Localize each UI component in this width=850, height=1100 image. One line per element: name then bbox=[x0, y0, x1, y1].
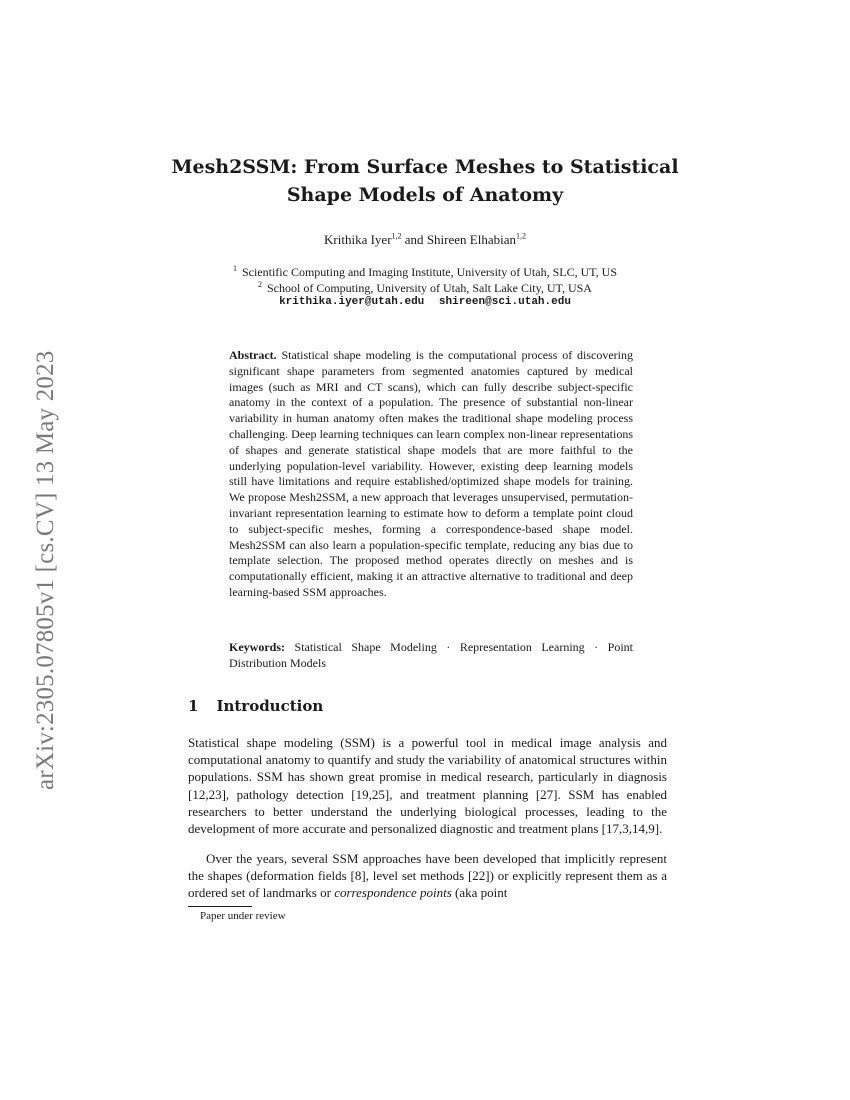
abstract-label: Abstract. bbox=[229, 348, 277, 362]
paragraph-text: (aka point bbox=[451, 885, 508, 901]
author-affiliation-mark: 1,2 bbox=[391, 231, 402, 241]
footnote-rule bbox=[188, 906, 252, 907]
author-list bbox=[150, 232, 700, 248]
keywords bbox=[229, 640, 633, 672]
author-affiliation-mark: 1,2 bbox=[515, 231, 526, 241]
paper-title bbox=[150, 153, 700, 209]
affiliation-text: Scientific Computing and Imaging Institute, University of Utah, SLC, UT, US bbox=[241, 265, 618, 279]
body-paragraph bbox=[188, 850, 667, 902]
author-name: Shireen Elhabian bbox=[426, 232, 516, 247]
keywords-label: Keywords: bbox=[229, 640, 285, 654]
abstract bbox=[229, 348, 633, 601]
arxiv-identifier: arXiv:2305.07805v1 [cs.CV] 13 May 2023 bbox=[32, 350, 59, 790]
body-paragraph: Statistical shape modeling (SSM) is a powerful tool in medical image analysis and computational anatomy to quantify and study the variability of anatomical structures within populations. SSM has shown great promise in medical research, particularly in diagnosis [12,23], pathology detection [19,25], and treatment planning [27]. SSM has enabled researchers to better understand the underlying biological processes, leading to the development of more accurate and personalized diagnostic and treatment plans [17,3,14,9]. bbox=[188, 735, 667, 837]
abstract-text: Statistical shape modeling is the computational process of discovering significant shape parameters from segmented anatomies captured by medical images (such as MRI and CT scans), which can fully describe subject-specific anatomy in the context of a population. The presence of substantial non-linear variability in human anatomy often makes the traditional shape modeling process challenging. Deep learning techniques can learn complex non-linear representations of shapes and generate statistical shape models that are more faithful to the underlying population-level variability. However, existing deep learning models still have limitations and require established/optimized shape models for training. We propose Mesh2SSM, a new approach that leverages unsupervised, permutation-invariant representation learning to estimate how to deform a template point cloud to subject-specific meshes, forming a correspondence-based shape model. Mesh2SSM can also learn a population-specific template, reducing any bias due to template selection. The proposed method operates directly on meshes and is computationally efficient, making it an attractive alternative to traditional and deep learning-based SSM approaches. bbox=[229, 348, 634, 599]
author-name: Krithika Iyer bbox=[324, 232, 392, 247]
affiliation bbox=[150, 264, 700, 280]
section-heading bbox=[188, 697, 323, 715]
keywords-text: Statistical Shape Modeling · Representation Learning · Point Distribution Models bbox=[229, 640, 633, 670]
author-emails bbox=[150, 296, 700, 308]
author-conjunction: and bbox=[401, 232, 427, 247]
email-link[interactable]: shireen@sci.utah.edu bbox=[438, 296, 571, 308]
footnote: Paper under review bbox=[200, 910, 286, 922]
affiliation-text: School of Computing, University of Utah, Salt Lake City, UT, USA bbox=[267, 281, 592, 295]
email-link[interactable]: krithika.iyer@utah.edu bbox=[279, 296, 425, 308]
affiliation-mark: 1 bbox=[232, 264, 237, 273]
section-title: Introduction bbox=[216, 697, 324, 715]
affiliation-mark: 2 bbox=[258, 280, 262, 289]
affiliation bbox=[150, 280, 700, 296]
title-line-2: Shape Models of Anatomy bbox=[286, 184, 564, 206]
paragraph-text: Over the years, several SSM approaches have been developed that implicitly represent the shapes (deformation fields [8], level set methods [22]) or explicitly represent them as a ordered set of landmarks or bbox=[188, 851, 667, 901]
section-number: 1 bbox=[188, 697, 199, 715]
emphasized-text: correspondence points bbox=[334, 885, 452, 901]
title-line-1: Mesh2SSM: From Surface Meshes to Statistical bbox=[171, 156, 679, 178]
